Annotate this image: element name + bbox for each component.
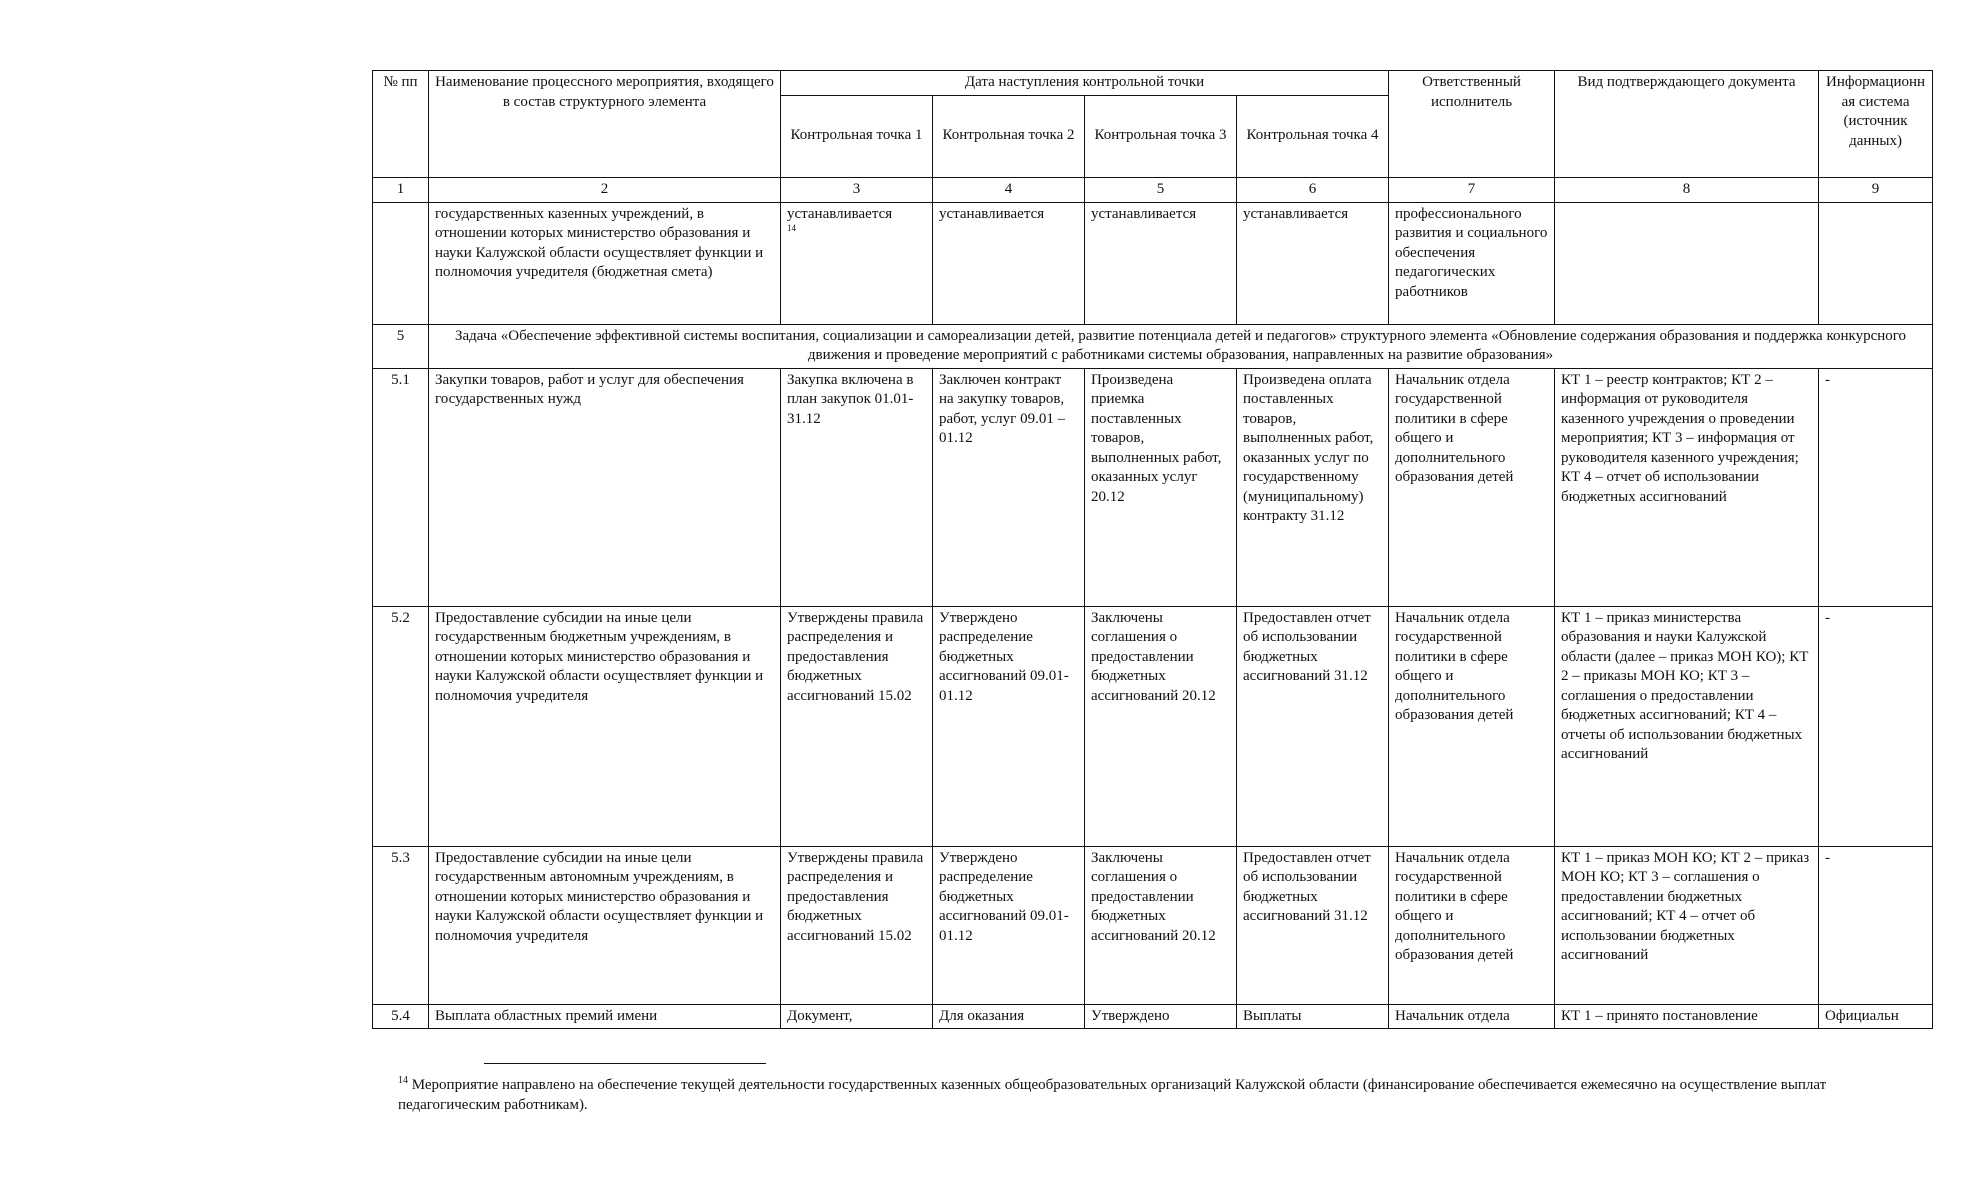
header-date-group: Дата наступления контрольной точки bbox=[781, 71, 1389, 96]
row-doc: КТ 1 – приказ министерства образования и науки Калужской области (далее – приказ МОН КО); КТ 2 – приказы МОН КО; КТ 3 – соглашения о предоставлении бюджетных ассигнований; КТ 4 – отчеты об использовании бюджетных ассигнований bbox=[1555, 606, 1819, 846]
header-kt4: Контрольная точка 4 bbox=[1237, 95, 1389, 177]
row-num: 5.4 bbox=[373, 1004, 429, 1029]
row-kt4: устанавливается bbox=[1237, 202, 1389, 324]
row-kt2: устанавливается bbox=[933, 202, 1085, 324]
row-kt3: устанавливается bbox=[1085, 202, 1237, 324]
row-kt2: Утверждено распределение бюджетных ассигнований 09.01-01.12 bbox=[933, 606, 1085, 846]
header-kt1: Контрольная точка 1 bbox=[781, 95, 933, 177]
col-number: 4 bbox=[933, 177, 1085, 202]
row-name: Предоставление субсидии на иные цели государственным автономным учреждениям, в отношении которых министерство образования и науки Калужской области осуществляет функции и полномочия учредителя bbox=[429, 846, 781, 1004]
table-row bbox=[373, 368, 1933, 606]
footnote-text: Мероприятие направлено на обеспечение текущей деятельности государственных казенных общеобразовательных организаций Калужской области (финансирование обеспечивается ежемесячно на осуществление выплат педагогическим работникам). bbox=[398, 1077, 1827, 1113]
row-kt4: Произведена оплата поставленных товаров, выполненных работ, оказанных услуг по государственному (муниципальному) контракту 31.12 bbox=[1237, 368, 1389, 606]
row-responsible: Начальник отдела государственной политики в сфере общего и дополнительного образования детей bbox=[1389, 368, 1555, 606]
col-number: 8 bbox=[1555, 177, 1819, 202]
control-points-table bbox=[372, 70, 1933, 1029]
col-number: 9 bbox=[1819, 177, 1933, 202]
header-doc-type: Вид подтверждающего документа bbox=[1555, 71, 1819, 178]
row-info: - bbox=[1819, 368, 1933, 606]
row-kt4: Предоставлен отчет об использовании бюджетных ассигнований 31.12 bbox=[1237, 606, 1389, 846]
header-info-system: Информационная система (источник данных) bbox=[1819, 71, 1933, 178]
row-info: - bbox=[1819, 606, 1933, 846]
task-row bbox=[373, 324, 1933, 368]
row-kt2: Для оказания bbox=[933, 1004, 1085, 1029]
col-number: 7 bbox=[1389, 177, 1555, 202]
row-kt3: Утверждено bbox=[1085, 1004, 1237, 1029]
col-number: 6 bbox=[1237, 177, 1389, 202]
footnote-separator bbox=[484, 1063, 766, 1064]
row-num: 5.1 bbox=[373, 368, 429, 606]
table-row bbox=[373, 846, 1933, 1004]
table-row bbox=[373, 1004, 1933, 1029]
row-kt4: Предоставлен отчет об использовании бюджетных ассигнований 31.12 bbox=[1237, 846, 1389, 1004]
header-kt3: Контрольная точка 3 bbox=[1085, 95, 1237, 177]
row-responsible: Начальник отдела государственной политики в сфере общего и дополнительного образования детей bbox=[1389, 846, 1555, 1004]
row-name: государственных казенных учреждений, в отношении которых министерство образования и науки Калужской области осуществляет функции и полномочия учредителя (бюджетная смета) bbox=[429, 202, 781, 324]
col-number: 3 bbox=[781, 177, 933, 202]
task-text: Задача «Обеспечение эффективной системы воспитания, социализации и самореализации детей, развитие потенциала детей и педагогов» структурного элемента «Обновление содержания образования и поддержка конкурсного движения и проведение мероприятий с работниками системы образования, направленных на развитие образования» bbox=[429, 324, 1933, 368]
row-name: Выплата областных премий имени bbox=[429, 1004, 781, 1029]
row-name: Закупки товаров, работ и услуг для обеспечения государственных нужд bbox=[429, 368, 781, 606]
header-kt2: Контрольная точка 2 bbox=[933, 95, 1085, 177]
row-doc: КТ 1 – принято постановление bbox=[1555, 1004, 1819, 1029]
row-kt1: Утверждены правила распределения и предоставления бюджетных ассигнований 15.02 bbox=[781, 606, 933, 846]
row-kt3: Заключены соглашения о предоставлении бюджетных ассигнований 20.12 bbox=[1085, 606, 1237, 846]
row-doc bbox=[1555, 202, 1819, 324]
row-kt4: Выплаты bbox=[1237, 1004, 1389, 1029]
row-kt1: Документ, bbox=[781, 1004, 933, 1029]
header-responsible: Ответственный исполнитель bbox=[1389, 71, 1555, 178]
row-kt1-text: устанавливается bbox=[787, 205, 893, 222]
row-kt3: Произведена приемка поставленных товаров, выполненных работ, оказанных услуг 20.12 bbox=[1085, 368, 1237, 606]
task-num: 5 bbox=[373, 324, 429, 368]
row-num bbox=[373, 202, 429, 324]
table-row-continued bbox=[373, 202, 1933, 324]
footnote-ref: 14 bbox=[787, 223, 796, 233]
row-num: 5.3 bbox=[373, 846, 429, 1004]
col-number: 5 bbox=[1085, 177, 1237, 202]
footnote-mark: 14 bbox=[398, 1075, 408, 1086]
header-name: Наименование процессного мероприятия, входящего в состав структурного элемента bbox=[429, 71, 781, 178]
row-info: Официальн bbox=[1819, 1004, 1933, 1029]
row-info: - bbox=[1819, 846, 1933, 1004]
column-number-row bbox=[373, 177, 1933, 202]
row-doc: КТ 1 – приказ МОН КО; КТ 2 – приказ МОН КО; КТ 3 – соглашения о предоставлении бюджетных ассигнований; КТ 4 – отчет об использовании бюджетных ассигнований bbox=[1555, 846, 1819, 1004]
table-row bbox=[373, 606, 1933, 846]
row-num: 5.2 bbox=[373, 606, 429, 846]
row-info bbox=[1819, 202, 1933, 324]
row-name: Предоставление субсидии на иные цели государственным бюджетным учреждениям, в отношении которых министерство образования и науки Калужской области осуществляет функции и полномочия учредителя bbox=[429, 606, 781, 846]
row-responsible: Начальник отдела государственной политики в сфере общего и дополнительного образования детей bbox=[1389, 606, 1555, 846]
row-responsible: профессионального развития и социального обеспечения педагогических работников bbox=[1389, 202, 1555, 324]
header-num: № пп bbox=[373, 71, 429, 178]
row-kt1: Утверждены правила распределения и предоставления бюджетных ассигнований 15.02 bbox=[781, 846, 933, 1004]
row-doc: КТ 1 – реестр контрактов; КТ 2 – информация от руководителя казенного учреждения о проведении мероприятия; КТ 3 – информация от руководителя казенного учреждения; КТ 4 – отчет об использовании бюджетных ассигнований bbox=[1555, 368, 1819, 606]
row-responsible: Начальник отдела bbox=[1389, 1004, 1555, 1029]
col-number: 1 bbox=[373, 177, 429, 202]
col-number: 2 bbox=[429, 177, 781, 202]
row-kt1: Закупка включена в план закупок 01.01-31.12 bbox=[781, 368, 933, 606]
footnote bbox=[398, 1076, 1918, 1115]
row-kt2: Заключен контракт на закупку товаров, работ, услуг 09.01 – 01.12 bbox=[933, 368, 1085, 606]
row-kt2: Утверждено распределение бюджетных ассигнований 09.01-01.12 bbox=[933, 846, 1085, 1004]
row-kt1 bbox=[781, 202, 933, 324]
row-kt3: Заключены соглашения о предоставлении бюджетных ассигнований 20.12 bbox=[1085, 846, 1237, 1004]
